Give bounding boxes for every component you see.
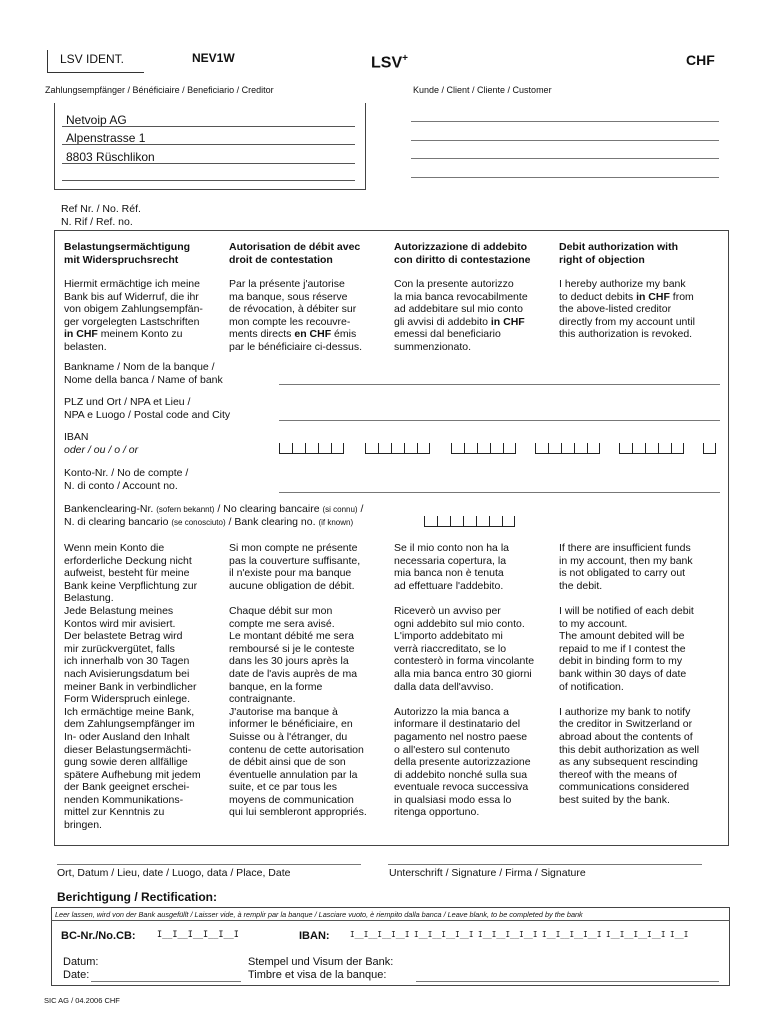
creditor-line-3 bbox=[62, 163, 355, 164]
place-date-label: Ort, Datum / Lieu, date / Luogo, data / Place, Date bbox=[57, 867, 291, 879]
creditor-line-1 bbox=[62, 126, 355, 127]
auth-text-it: Con la presente autorizzo la mia banca revocabilmente ad addebitare sul mio conto gli avvisi di addebito in CHF emessi dal beneficiario summenzionato. bbox=[394, 278, 528, 353]
creditor-name: Netvoip AG bbox=[66, 113, 127, 127]
postal-city-line bbox=[279, 420, 720, 421]
customer-line-1[interactable] bbox=[411, 121, 719, 122]
currency-label: CHF bbox=[686, 52, 715, 68]
customer-label: Kunde / Client / Cliente / Customer bbox=[413, 85, 552, 95]
account-no-line bbox=[279, 492, 720, 493]
iban-box-group-4[interactable] bbox=[535, 443, 600, 454]
iban-box-group-6[interactable] bbox=[703, 443, 716, 454]
rectification-divider bbox=[51, 920, 730, 921]
creditor-line-4 bbox=[62, 180, 355, 181]
bankname-line bbox=[279, 384, 720, 385]
ref-label-1: Ref Nr. / No. Réf. bbox=[61, 203, 141, 215]
ref-label-2: N. Rif / Ref. no. bbox=[61, 216, 133, 228]
rect-iban-boxes[interactable]: I__I__I__I__I I__I__I__I__I I__I__I__I__I I__I__I__I__I I__I__I__I__I I__I bbox=[350, 930, 689, 939]
terms-fr: Si mon compte ne présente pas la couverture suffisante, il n'existe pour ma banque aucune obligation de débit. Chaque débit sur mon compte me sera avisé. Le montant débité me sera remboursé si je le conteste dans les 30 jours après la date de l'avis auprès de ma banque, en la forme contraignante. J'autorise ma banque à informer le bénéficiaire, en Suisse ou à l'étranger, du contenu de cette autorisation de débit ainsi que de son éventuelle annulation par la suite, et ce par tous les moyens de communication qui lui sembleront appropriés. bbox=[229, 542, 367, 819]
creditor-street: Alpenstrasse 1 bbox=[66, 131, 146, 145]
terms-it: Se il mio conto non ha la necessaria copertura, la mia banca non è tenuta ad effettuare l'addebito. Riceverò un avviso per ogni addebito sul mio conto. L'importo addebitato mi verrà riaccreditato, se lo contesterò in forma vincolante alla mia banca entro 30 giorni dalla data dell'avviso. Autorizzo la mia banca a informare il destinatario del pagamento nel nostro paese o all'estero sul contenuto della presente autorizzazione di addebito nonché sulla sua eventuale revoca successiva in qualsiasi modo essa lo ritenga opportuno. bbox=[394, 542, 535, 819]
document-title: LSV+ bbox=[371, 53, 408, 72]
iban-label: IBAN bbox=[64, 431, 89, 443]
bankname-label: Bankname / Nom de la banque / Nome della banca / Name of bank bbox=[64, 361, 223, 386]
bankname-input[interactable] bbox=[281, 370, 719, 384]
iban-box-group-3[interactable] bbox=[451, 443, 516, 454]
customer-line-2[interactable] bbox=[411, 140, 719, 141]
postal-city-label: PLZ und Ort / NPA et Lieu / NPA e Luogo / Postal code and City bbox=[64, 396, 231, 421]
lsv-ident-value: NEV1W bbox=[192, 51, 235, 65]
iban-box-group-2[interactable] bbox=[365, 443, 430, 454]
creditor-city: 8803 Rüschlikon bbox=[66, 150, 155, 164]
bank-stamp-label: Stempel und Visum der Bank: Timbre et visa de la banque: bbox=[248, 956, 394, 981]
auth-title-de: Belastungsermächtigung mit Widerspruchsrecht bbox=[64, 241, 191, 266]
rect-iban-label: IBAN: bbox=[299, 930, 330, 942]
bank-stamp-line[interactable] bbox=[416, 981, 719, 982]
creditor-label: Zahlungsempfänger / Bénéficiaire / Beneficiario / Creditor bbox=[45, 85, 274, 95]
iban-box-group-5[interactable] bbox=[619, 443, 684, 454]
customer-line-4[interactable] bbox=[411, 177, 719, 178]
iban-box-group-1[interactable] bbox=[279, 443, 344, 454]
postal-city-input[interactable] bbox=[281, 406, 719, 420]
rectification-title: Berichtigung / Rectification: bbox=[57, 890, 218, 904]
auth-text-en: I hereby authorize my bank to deduct debits in CHF from the above-listed creditor directly from my account until this authorization is revoked. bbox=[559, 278, 695, 341]
terms-en: If there are insufficient funds in my account, then my bank is not obligated to carry out the debit. I will be notified of each debit to my account. The amount debited will be repaid to me if I contest the debit in binding form to my bank within 30 days of date of notification. I authorize my bank to notify the creditor in Switzerland or abroad about the contents of this debit authorization as well as any subsequent rescinding thereof with the means of communications considered best suited by the bank. bbox=[559, 542, 700, 806]
date-label: Datum: Date: bbox=[63, 956, 99, 981]
customer-line-3[interactable] bbox=[411, 158, 719, 159]
auth-title-fr: Autorisation de débit avec droit de contestation bbox=[229, 241, 361, 266]
bc-no-boxes[interactable]: I__I__I__I__I__I bbox=[157, 930, 239, 940]
auth-text-fr: Par la présente j'autorise ma banque, sous réserve de révocation, à débiter sur mon compte les recouvre- ments directs en CHF émis par le bénéficiaire ci-dessus. bbox=[229, 278, 363, 353]
auth-title-it: Autorizzazione di addebito con diritto di contestazione bbox=[394, 241, 531, 266]
place-date-line[interactable] bbox=[57, 864, 361, 865]
rectification-note: Leer lassen, wird von der Bank ausgefüllt / Laisser vide, à remplir par la banque / Lasciare vuoto, è riempito dalla banca / Leave blank, to be completed by the bank bbox=[55, 910, 583, 919]
creditor-line-2 bbox=[62, 144, 355, 145]
account-no-label: Konto-Nr. / No de compte / N. di conto / Account no. bbox=[64, 467, 189, 492]
auth-text-de: Hiermit ermächtige ich meine Bank bis auf Widerruf, die ihr von obigem Zahlungsempfän- ger vorgelegten Lastschriften in CHF meinem Konto zu belasten. bbox=[64, 278, 203, 353]
lsv-ident-label: LSV IDENT. bbox=[60, 52, 125, 66]
clearing-boxes[interactable] bbox=[424, 516, 515, 527]
terms-de: Wenn mein Konto die erforderliche Deckung nicht aufweist, besteht für meine Bank keine Verpflichtung zur Belastung. Jede Belastung meines Kontos wird mir avisiert. Der belastete Betrag wird mir zurückvergütet, falls ich innerhalb von 30 Tagen nach Avisierungsdatum bei meiner Bank in verbindlicher Form Widerspruch einlege. Ich ermächtige meine Bank, dem Zahlungsempfänger im In- oder Ausland den Inhalt dieser Belastungsermächti- gung sowie deren allfällige spätere Aufhebung mit jedem der Bank geeignet erschei- nenden Kommunikations- mittel zur Kenntnis zu bringen. bbox=[64, 542, 201, 832]
footer-code: SIC AG / 04.2006 CHF bbox=[44, 996, 120, 1005]
signature-line[interactable] bbox=[388, 864, 702, 865]
account-no-input[interactable] bbox=[281, 478, 719, 492]
auth-title-en: Debit authorization with right of objection bbox=[559, 241, 678, 266]
signature-label: Unterschrift / Signature / Firma / Signature bbox=[389, 867, 586, 879]
iban-or-label: oder / ou / o / or bbox=[64, 444, 139, 456]
bc-no-label: BC-Nr./No.CB: bbox=[61, 930, 136, 942]
date-line[interactable] bbox=[91, 981, 241, 982]
clearing-label-2: N. di clearing bancario (se conosciuto) / Bank clearing no. (if known) bbox=[64, 516, 354, 528]
clearing-label-1: Bankenclearing-Nr. (sofern bekannt) / No clearing bancaire (si connu) / bbox=[64, 503, 364, 515]
